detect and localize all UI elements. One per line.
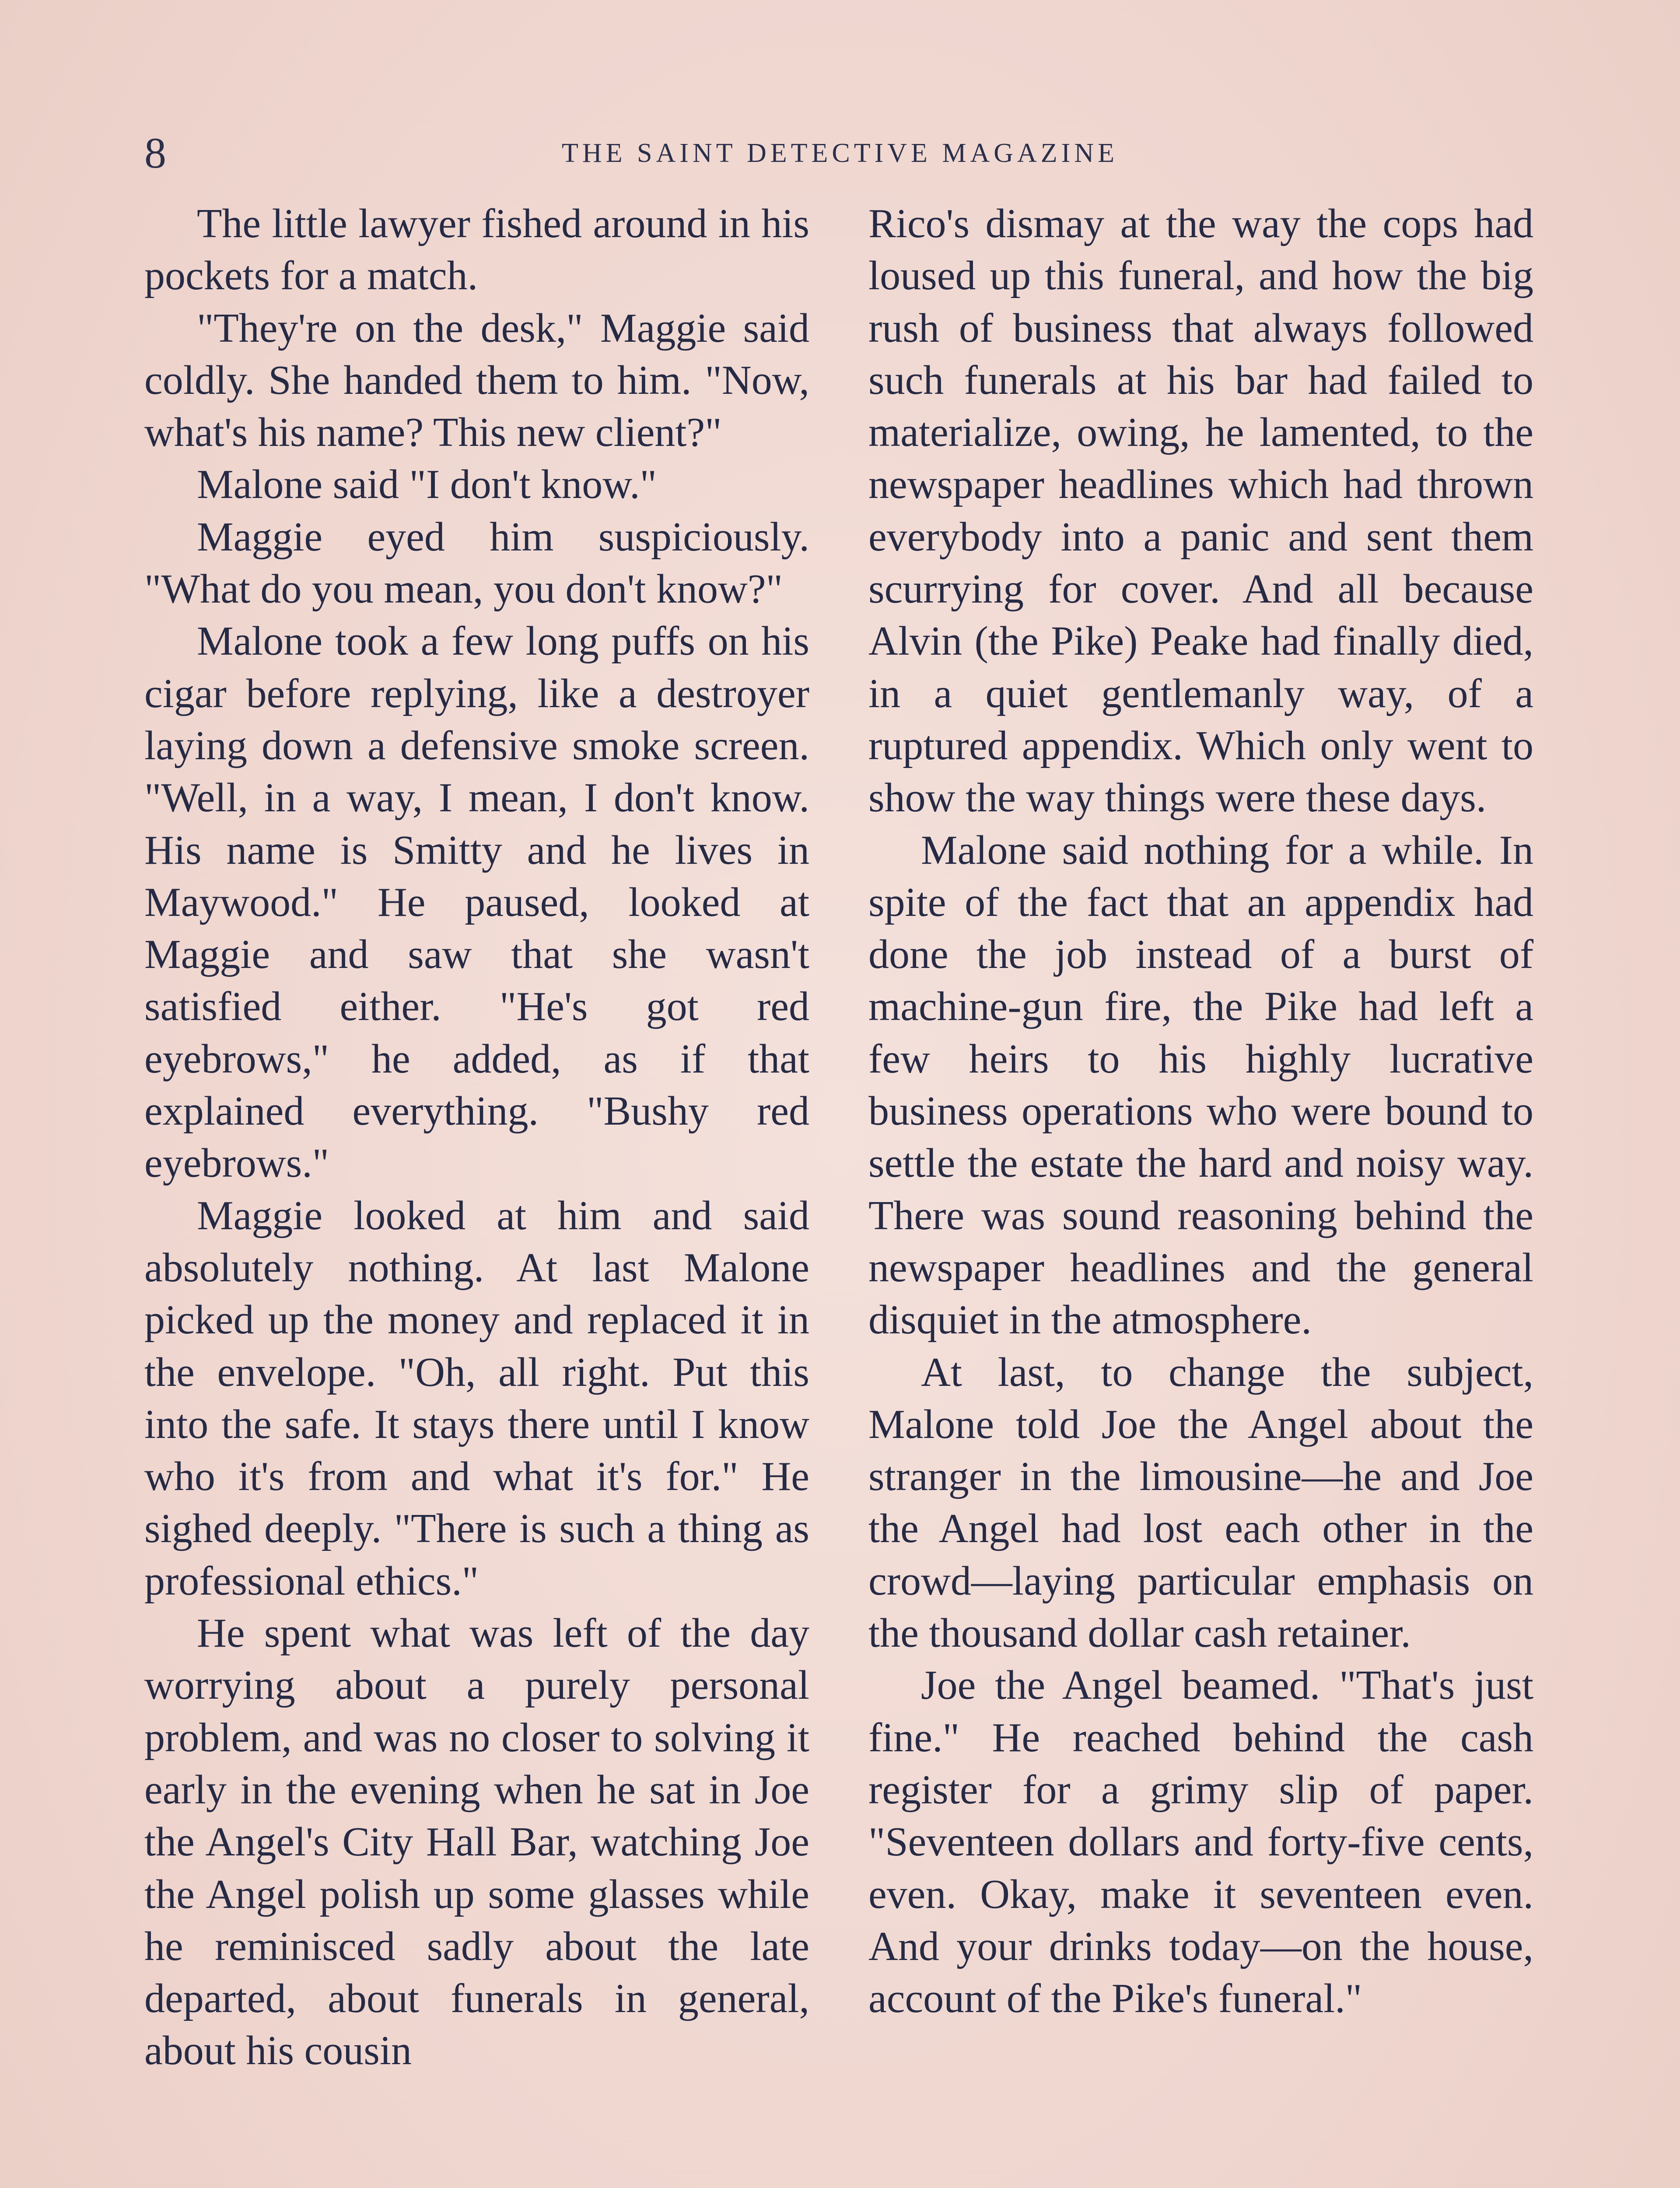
paragraph: Malone said "I don't know." [197, 462, 657, 508]
paragraph: The little lawyer fished around in his pockets for a match. [144, 201, 809, 299]
running-head: THE SAINT DETECTIVE MAGAZINE [562, 138, 1118, 168]
paragraph: Joe the Angel beamed. "That's just fine." He reached behind the cash register for a grimy slip of paper. "Seventeen dollars and forty-five cents, even. Okay, make it seventeen even. And your drinks today—on the house, account of the Pike's funeral." [868, 1662, 1533, 2022]
paragraph: Malone said nothing for a while. In spite of the fact that an appendix had done the job instead of a burst of machine-gun fire, the Pike had left a few heirs to his highly lucrative business operations who were bound to settle the estate the hard and noisy way. There was sound reasoning behind the newspaper headlines and the general disquiet in the atmosphere. [868, 827, 1533, 1343]
paragraph: "They're on the desk," Maggie said coldly. She handed them to him. "Now, what's his name? This new client?" [144, 305, 809, 456]
paragraph: At last, to change the subject, Malone told Joe the Angel about the stranger in the limousine—he and Joe the Angel had lost each other in the crowd—laying particular emphasis on the thousand dollar cash retainer. [868, 1349, 1533, 1656]
paragraph: He spent what was left of the day worrying about a purely personal problem, and was no closer to solving it early in the evening when he sat in Joe the Angel's City Hall Bar, watching Joe the Angel polish up some glasses while he reminisced sadly about the late departed, about funerals in general, about his cousin [144, 1610, 809, 2074]
paragraph: Maggie eyed him suspiciously. "What do you mean, you don't know?" [144, 514, 809, 612]
page-number: 8 [144, 129, 166, 177]
paragraph: Malone took a few long puffs on his cigar before replying, like a destroyer laying down a defensive smoke screen. "Well, in a way, I mean, I don't know. His name is Smitty and he lives in Maywood." He paused, looked at Maggie and saw that she wasn't satisfied either. "He's got red eyebrows," he added, as if that explained everything. "Bushy red eyebrows." [144, 618, 809, 1186]
paragraph: Maggie looked at him and said absolutely nothing. At last Malone picked up the money and replaced it in the envelope. "Oh, all right. Put this into the safe. It stays there until I know who it's from and what it's for." He sighed deeply. "There is such a thing as professional ethics." [144, 1192, 809, 1604]
left-column [144, 198, 809, 2077]
page-header [144, 123, 1536, 184]
right-column [868, 198, 1533, 2025]
paragraph-continued: Rico's dismay at the way the cops had loused up this funeral, and how the big rush of business that always followed such funerals at his bar had failed to materialize, owing, he lamented, to the newspaper headlines which had thrown everybody into a panic and sent them scurrying for cover. And all because Alvin (the Pike) Peake had finally died, in a quiet gentlemanly way, of a ruptured appendix. Which only went to show the way things were these days. [868, 201, 1533, 821]
